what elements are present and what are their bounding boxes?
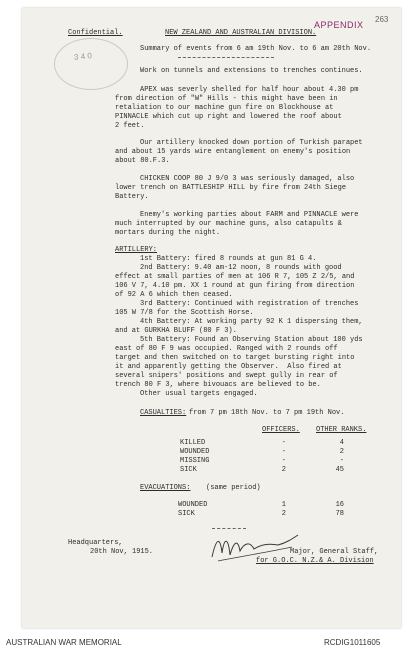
text-line: from direction of "W" Hills - this might have been in <box>115 95 338 103</box>
text-line: of 92 A 6 which then ceased. <box>115 291 233 299</box>
row-label: WOUNDED <box>178 501 208 509</box>
text-line: APEX was severly shelled for half hour about 4.30 pm <box>140 86 359 94</box>
footer-institution: AUSTRALIAN WAR MEMORIAL <box>6 638 122 647</box>
text-line: mortars during the night. <box>115 229 221 237</box>
footer-reference: RCDIG1011605 <box>324 638 381 647</box>
text-line: target and then switched on to target bursting right into <box>115 354 355 362</box>
text-line: about 80.F.3. <box>115 157 170 165</box>
stamp-number: 3 4 0 <box>73 51 93 62</box>
column-officers: OFFICERS. <box>262 426 300 434</box>
officers-count: - <box>281 439 286 447</box>
text-line: CHICKEN COOP 80 J 9/0 3 was seriously damaged, also <box>140 175 355 183</box>
officers-count: 1 <box>281 501 286 509</box>
evacuations-period: (same period) <box>206 484 261 492</box>
text-line: several snipers' positions and swept gully in rear of <box>115 372 338 380</box>
text-line: retaliation to our machine gun fire on Blockhouse at <box>115 104 334 112</box>
divider <box>212 528 246 529</box>
text-line: PINNACLE which cut up right and lowered the roof about <box>115 113 342 121</box>
text-line: effect at small parties of men at 106 R 7, 105 Z 2/5, and <box>115 273 355 281</box>
officers-count: - <box>281 448 286 456</box>
text-line: 1st Battery: fired 8 rounds at gun 81 G 4. <box>140 255 317 263</box>
other-ranks-count: 78 <box>335 510 344 518</box>
casualties-heading: CASUALTIES: <box>140 409 187 417</box>
other-ranks-count: 45 <box>335 466 344 474</box>
text-line: 3rd Battery: Continued with registration of trenches <box>140 300 359 308</box>
divider <box>178 57 274 58</box>
text-line: 105 W 7/8 for the Scottish Horse. <box>115 309 254 317</box>
appendix-label: APPENDIX <box>314 20 364 30</box>
text-line: east of 80 F 9 was occupied. Ranged with 2 rounds off <box>115 345 338 353</box>
text-line: 106 V 7, 4.10 pm. XX 1 round at gun firing from direction <box>115 282 355 290</box>
signature-date: 20th Nov, 1915. <box>90 548 154 556</box>
signatory-rank: Major, General Staff, <box>290 548 379 556</box>
officers-count: 2 <box>281 466 286 474</box>
casualties-period: from 7 pm 18th Nov. to 7 pm 19th Nov. <box>189 409 345 417</box>
paragraph-tunnels: Work on tunnels and extensions to trenches continues. <box>140 67 363 75</box>
row-label: SICK <box>180 466 197 474</box>
other-ranks-count: 2 <box>339 448 344 456</box>
artillery-heading: ARTILLERY: <box>115 246 158 254</box>
other-ranks-count: 4 <box>339 439 344 447</box>
page-number: 263 <box>375 15 389 24</box>
officers-count: 2 <box>281 510 286 518</box>
text-line: Other usual targets engaged. <box>140 390 258 398</box>
text-line: and at GURKHA BLUFF (80 F 3). <box>115 327 237 335</box>
text-line: 2nd Battery: 9.40 am-12 noon, 8 rounds with good <box>140 264 342 272</box>
row-label: SICK <box>178 510 195 518</box>
text-line: 4th Battery: At working party 92 K 1 dispersing them, <box>140 318 363 326</box>
archive-stamp <box>54 38 128 90</box>
text-line: 5th Battery: Found an Observing Station about 100 yds <box>140 336 363 344</box>
summary-line: Summary of events from 6 am 19th Nov. to 6 am 20th Nov. <box>140 45 372 53</box>
other-ranks-count: - <box>339 457 344 465</box>
document-title: NEW ZEALAND AND AUSTRALIAN DIVISION. <box>165 29 317 37</box>
headquarters-label: Headquarters, <box>68 539 123 547</box>
text-line: much interrupted by our machine guns, also catapults & <box>115 220 342 228</box>
row-label: MISSING <box>180 457 210 465</box>
confidential-label: Confidential. <box>68 29 123 37</box>
text-line: it and apparently getting the Observer. Also fired at <box>115 363 342 371</box>
other-ranks-count: 16 <box>335 501 344 509</box>
evacuations-heading: EVACUATIONS: <box>140 484 191 492</box>
text-line: Battery. <box>115 193 149 201</box>
text-line: Our artillery knocked down portion of Turkish parapet <box>140 139 363 147</box>
signatory-for: for G.O.C. N.Z.& A. Division <box>256 557 374 565</box>
column-other-ranks: OTHER RANKS. <box>316 426 367 434</box>
row-label: KILLED <box>180 439 206 447</box>
text-line: lower trench on BATTLESHIP HILL by fire from 24th Siege <box>115 184 347 192</box>
text-line: trench 80 F 3, where bivouacs are believed to be. <box>115 381 321 389</box>
officers-count: - <box>281 457 286 465</box>
row-label: WOUNDED <box>180 448 210 456</box>
text-line: 2 feet. <box>115 122 145 130</box>
text-line: and about 15 yards wire entanglement on enemy's position <box>115 148 351 156</box>
text-line: Enemy's working parties about FARM and PINNACLE were <box>140 211 359 219</box>
